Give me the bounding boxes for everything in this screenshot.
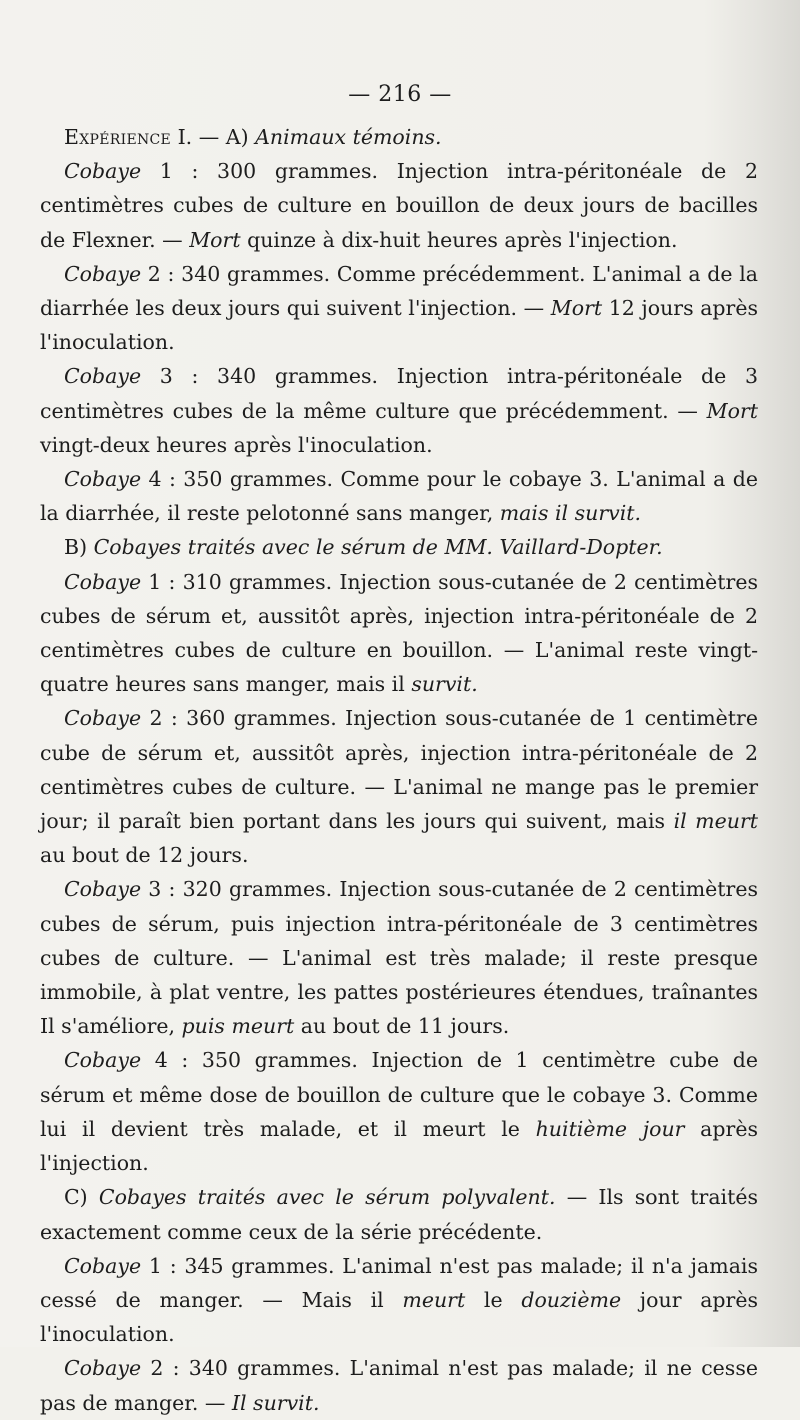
section-b-title: Cobayes traités avec le sérum de MM. Vaillard-Dopter.: [93, 535, 663, 560]
group-c-cobaye-1: Cobaye 1 : 345 grammes. L'animal n'est pas malade; il n'a jamais cessé de manger. — Mais il meurt le douzième jour après l'inoculation.: [40, 1253, 758, 1347]
group-b-cobaye-4: Cobaye 4 : 350 grammes. Injection de 1 centimètre cube de sérum et même dose de bouillon de culture que le cobaye 3. Comme lui il devient très malade, et il meurt le huitième jour après l'injection.: [40, 1048, 758, 1176]
page-number: — 216 —: [348, 82, 452, 107]
section-b-heading: B) Cobayes traités avec le sérum de MM. Vaillard-Dopter.: [64, 535, 663, 560]
section-c-heading: C) Cobayes traités avec le sérum polyvalent. — Ils sont traités exactement comme ceux de la série précédente.: [40, 1185, 758, 1244]
section-c-title: Cobayes traités avec le sérum polyvalent.: [98, 1185, 556, 1210]
group-b-cobaye-2: Cobaye 2 : 360 grammes. Injection sous-cutanée de 1 centimètre cube de sérum et, aussitôt après, injection intra-péritonéale de 2 centimètres cubes de culture. — L'animal ne mange pas le premier jour; il paraît bien portant dans les jours qui suivent, mais il meurt au bout de 12 jours.: [40, 706, 758, 868]
experience-label: Expérience: [64, 125, 172, 149]
section-a-title: Animaux témoins.: [255, 125, 442, 149]
group-a-cobaye-1: Cobaye 1 : 300 grammes. Injection intra-péritonéale de 2 centimètres cubes de culture en bouillon de deux jours de bacilles de Flexner. — Mort quinze à dix-huit heures après l'injection.: [40, 159, 758, 252]
group-a-cobaye-4: Cobaye 4 : 350 grammes. Comme pour le cobaye 3. L'animal a de la diarrhée, il reste pelotonné sans manger, mais il survit.: [40, 467, 758, 526]
group-b-cobaye-3: Cobaye 3 : 320 grammes. Injection sous-cutanée de 2 centimètres cubes de sérum, puis injection intra-péritonéale de 3 centimètres cubes de culture. — L'animal est très malade; il reste presque immobile, à plat ventre, les pattes postérieures étendues, traînantes Il s'améliore, puis meurt au bout de 11 jours.: [40, 877, 758, 1039]
group-b-cobaye-1: Cobaye 1 : 310 grammes. Injection sous-cutanée de 2 centimètres cubes de sérum et, aussitôt après, injection intra-péritonéale de 2 centimètres cubes de culture en bouillon. — L'animal reste vingt-quatre heures sans manger, mais il survit.: [40, 569, 758, 697]
group-a-cobaye-3: Cobaye 3 : 340 grammes. Injection intra-péritonéale de 3 centimètres cubes de la même culture que précédemment. — Mort vingt-deux heures après l'inoculation.: [40, 364, 758, 457]
group-a-cobaye-2: Cobaye 2 : 340 grammes. Comme précédemment. L'animal a de la diarrhée les deux jours qui suivent l'injection. — Mort 12 jours après l'inoculation.: [40, 261, 759, 355]
body-text: [40, 120, 758, 1420]
experience-heading: Expérience I. — A) Animaux témoins.: [64, 125, 442, 149]
group-c-cobaye-2: Cobaye 2 : 340 grammes. L'animal n'est pas malade; il ne cesse pas de manger. — Il survit.: [40, 1356, 758, 1415]
